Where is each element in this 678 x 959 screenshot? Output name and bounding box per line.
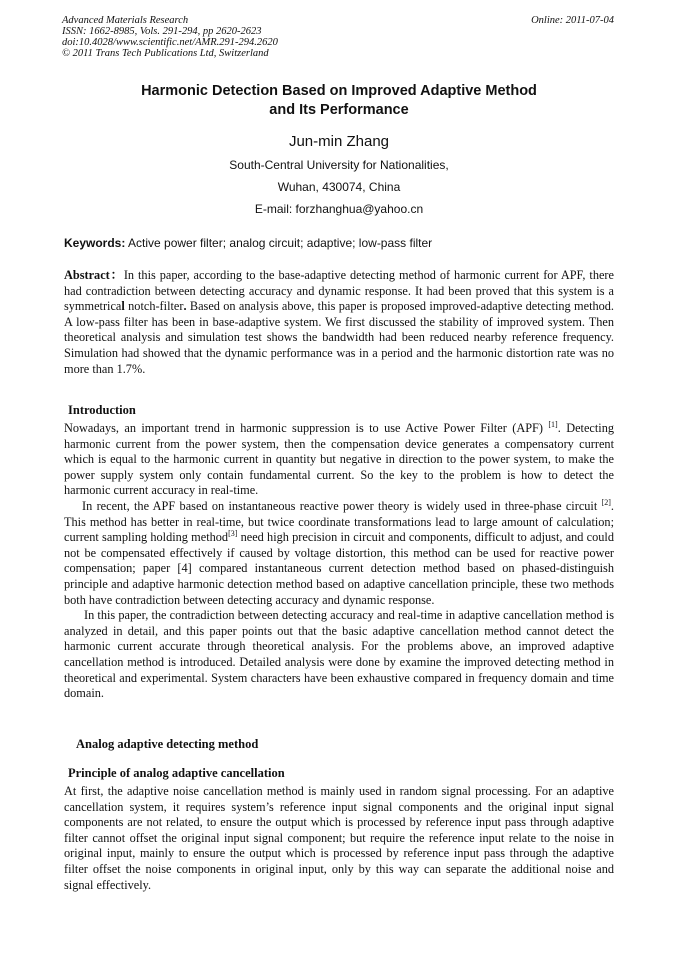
introduction-body <box>64 421 614 702</box>
journal-copyright: © 2011 Trans Tech Publications Ltd, Switzerland <box>62 48 269 59</box>
title-line-1: Harmonic Detection Based on Improved Adaptive Method <box>141 83 537 99</box>
affiliation-email: E-mail: forzhanghua@yahoo.cn <box>254 202 424 216</box>
abstract-bold-dot: . <box>183 299 187 314</box>
abstract-text-b: notch-filter <box>124 299 184 314</box>
paper-title <box>64 82 614 120</box>
intro-paragraph-1: Nowadays, an important trend in harmonic suppression is to use Active Power Filter (APF) [1]. Detecting harmonic current from the power system, then the compensation device generates a compensatory current which is equal to the harmonic current in quantity but negative in direction to the power system, to make the power supply system only contain fundamental current. So the key to the problem is how to detect the harmonic current accuracy in real-time. <box>64 419 614 498</box>
section-heading-analog: Analog adaptive detecting method <box>76 737 259 751</box>
journal-name: Advanced Materials Research <box>62 15 189 26</box>
intro-paragraph-3: In this paper, the contradiction between detecting accuracy and real-time in adaptive cancellation method is analyzed in detail, and this paper points out that the basic adaptive cancellation method cannot detect the harmonic current accurate through theoretical analysis. For the problems above, an improved adaptive cancellation method is introduced. Detailed analysis were done by examine the improved detecting method in theoretical and experimental. System characters have been exhaustive compared in frequency domain and time domain. <box>64 608 614 701</box>
abstract-bold-l: l <box>121 299 125 314</box>
keywords <box>64 236 614 250</box>
affiliation-city: Wuhan, 430074, China <box>277 180 401 194</box>
keywords-label: Keywords: <box>64 236 126 250</box>
abstract <box>64 268 614 377</box>
keywords-text: Active power filter; analog circuit; adaptive; low-pass filter <box>128 236 433 250</box>
abstract-text-c: Based on analysis above, this paper is proposed improved-adaptive detecting method. A low-pass filter has been in base-adaptive system. We first discussed the stability of improved system. Then theoretical analysis and simulation test shows the bandwidth had been reduced nearby reference frequency. Simulation had showed that the dynamic performance was in a period and the harmonic distortion rate was no more than 1.7%. <box>64 299 615 376</box>
principle-body <box>64 784 614 893</box>
subsection-heading-principle: Principle of analog adaptive cancellation <box>68 766 285 780</box>
abstract-label: Abstract： <box>64 268 124 282</box>
online-date: Online: 2011-07-04 <box>531 15 614 26</box>
abstract-text-a: In this paper, according to the base-adaptive detecting method of harmonic current for APF, there had contradiction between detecting accuracy and dynamic response. It had been proved that this system is a symmetrica <box>64 268 614 314</box>
journal-doi: doi:10.4028/www.scientific.net/AMR.291-294.2620 <box>62 37 278 48</box>
intro-paragraph-2: In recent, the APF based on instantaneous reactive power theory is widely used in three-phase circuit [2]. This method has better in real-time, but twice coordinate transformations lead to large amount of calculation; current sampling holding method[3] need high precision in circuit and components, difficult to adjust, and could not be compensated effectively if caused by voltage distortion, this method can be used for reactive power compensation; paper [4] compared instantaneous current detection method based on phased-distinguish principle and adaptive harmonic detection method based on adaptive cancellation principle, these two methods both have contradiction between detecting accuracy and dynamic response. <box>64 497 614 607</box>
citation-1: [1] <box>548 419 558 429</box>
journal-header <box>62 15 278 59</box>
affiliation-university: South-Central University for Nationalities, <box>229 158 449 172</box>
section-heading-introduction: Introduction <box>68 403 136 417</box>
title-line-2: and Its Performance <box>269 102 409 118</box>
principle-paragraph: At first, the adaptive noise cancellation method is mainly used in random signal processing. For an adaptive cancellation system, it requires system’s reference input signal components and the original input signal components are not related, to ensure the output which is processed by reference input pass through adaptive filter cannot offset the original input signal component; but require the reference input relate to the noise in original input, mainly to ensure the output which is processed by reference input pass through the adaptive filter offset the noise components in original input, only by this way can separate the additional noise and signal effectively. <box>64 784 614 892</box>
journal-issn: ISSN: 1662-8985, Vols. 291-294, pp 2620-2623 <box>62 26 262 37</box>
citation-3: [3] <box>228 529 238 539</box>
citation-2: [2] <box>601 497 611 507</box>
author-name: Jun-min Zhang <box>288 133 390 150</box>
